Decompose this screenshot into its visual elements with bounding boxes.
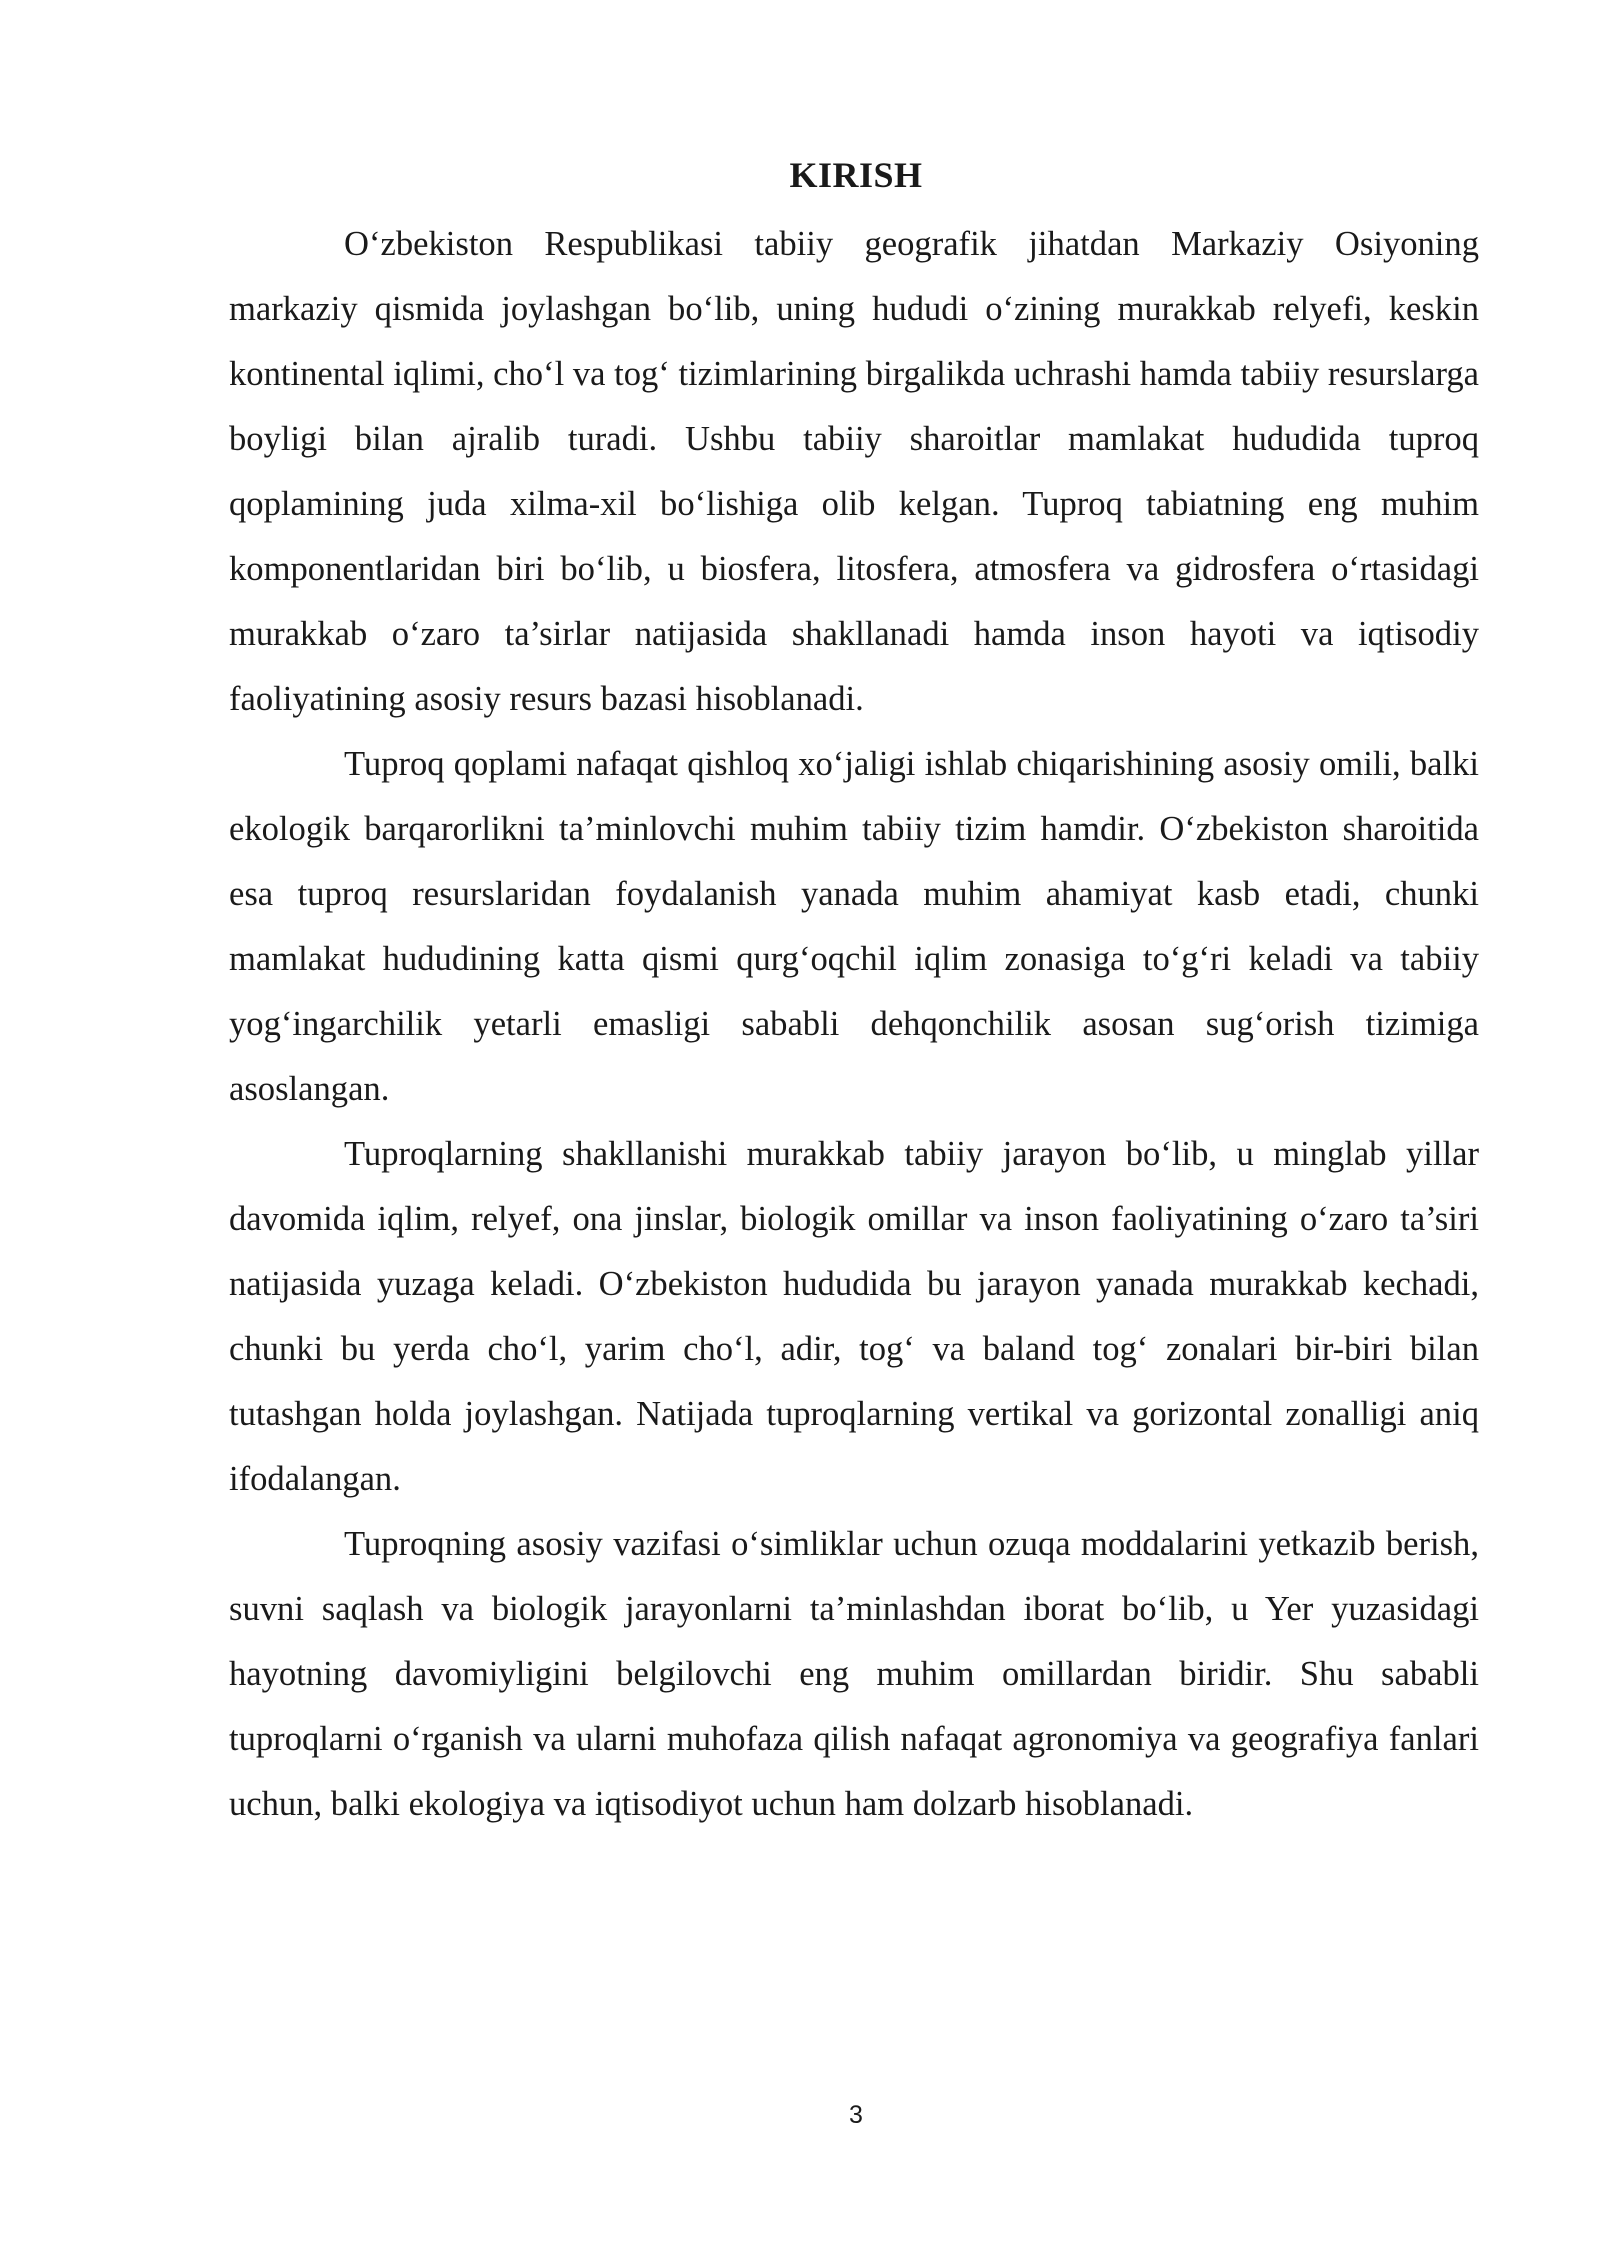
- page-number: 3: [849, 2101, 863, 2129]
- paragraph-1: O‘zbekiston Respublikasi tabiiy geografik jihatdan Markaziy Osiyoning markaziy qismida joylashgan bo‘lib, uning hududi o‘zining murakkab relyefi, keskin kontinental iqlimi, cho‘l va tog‘ tizimlarining birgalikda uchrashi hamda tabiiy resurslarga boyligi bilan ajralib turadi. Ushbu tabiiy sharoitlar mamlakat hududida tuproq qoplamining juda xilma-xil bo‘lishiga olib kelgan. Tuproq tabiatning eng muhim komponentlaridan biri bo‘lib, u biosfera, litosfera, atmosfera va gidrosfera o‘rtasidagi murakkab o‘zaro ta’sirlar natijasida shakllanadi hamda inson hayoti va iqtisodiy faoliyatining asosiy resurs bazasi hisoblanadi.: [229, 225, 1479, 718]
- paragraph-4: Tuproqning asosiy vazifasi o‘simliklar uchun ozuqa moddalarini yetkazib berish, suvni saqlash va biologik jarayonlarni ta’minlashdan iborat bo‘lib, u Yer yuzasidagi hayotning davomiyligini belgilovchi eng muhim omillardan biridir. Shu sababli tuproqlarni o‘rganish va ularni muhofaza qilish nafaqat agronomiya va geografiya fanlari uchun, balki ekologiya va iqtisodiyot uchun ham dolzarb hisoblanadi.: [229, 1525, 1479, 1823]
- paragraph-2: Tuproq qoplami nafaqat qishloq xo‘jaligi ishlab chiqarishining asosiy omili, balki ekologik barqarorlikni ta’minlovchi muhim tabiiy tizim hamdir. O‘zbekiston sharoitida esa tuproq resurslaridan foydalanish yanada muhim ahamiyat kasb etadi, chunki mamlakat hududining katta qismi qurg‘oqchil iqlim zonasiga to‘g‘ri keladi va tabiiy yog‘ingarchilik yetarli emasligi sababli dehqonchilik asosan sug‘orish tizimiga asoslangan.: [229, 745, 1479, 1108]
- paragraph-3: Tuproqlarning shakllanishi murakkab tabiiy jarayon bo‘lib, u minglab yillar davomida iqlim, relyef, ona jinslar, biologik omillar va inson faoliyatining o‘zaro ta’siri natijasida yuzaga keladi. O‘zbekiston hududida bu jarayon yanada murakkab kechadi, chunki bu yerda cho‘l, yarim cho‘l, adir, tog‘ va baland tog‘ zonalari bir-biri bilan tutashgan holda joylashgan. Natijada tuproqlarning vertikal va gorizontal zonalligi aniq ifodalangan.: [229, 1135, 1479, 1498]
- body-text: [229, 212, 1479, 1837]
- section-title: KIRISH: [789, 155, 923, 195]
